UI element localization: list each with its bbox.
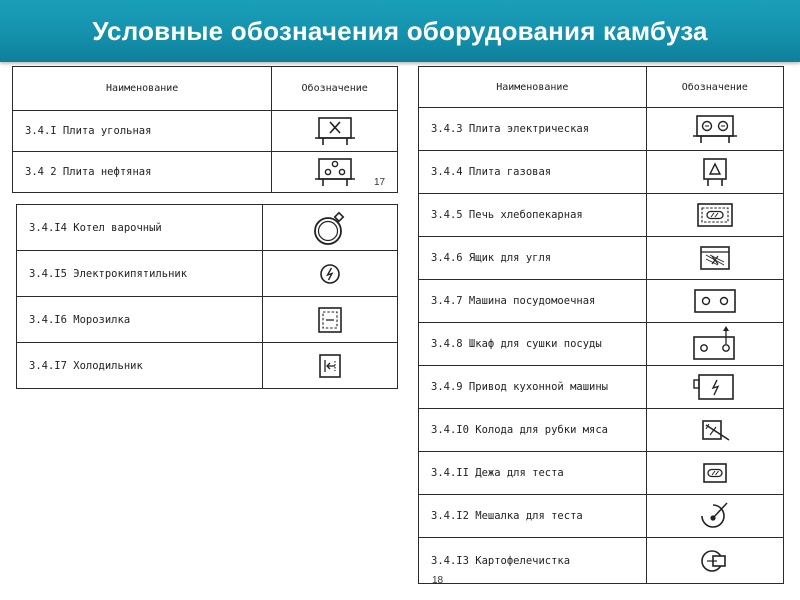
dishwasher-icon [691,286,739,316]
row-name: 3.4.I3 Картофелечистка [419,538,647,584]
row-name: 3.4.I2 Мешалка для теста [419,495,647,538]
table-header-row [419,67,784,108]
table-row [17,343,398,389]
row-name: 3.4.I0 Колода для рубки мяса [419,409,647,452]
row-name: 3.4.I4 Котел варочный [17,205,263,251]
table-row [17,251,398,297]
row-name: 3.4.I7 Холодильник [17,343,263,389]
row-name: 3.4.II Дежа для теста [419,452,647,495]
table-row [17,297,398,343]
row-name: 3.4.4 Плита газовая [419,151,647,194]
table-row [419,538,784,584]
row-name: 3.4.6 Ящик для угля [419,237,647,280]
row-name: 3.4.7 Машина посудомоечная [419,280,647,323]
dish-dryer-icon [690,325,740,363]
cooking-boiler-icon [308,208,352,248]
row-name: 3.4.8 Шкаф для сушки посуды [419,323,647,366]
coal-box-icon [696,243,734,273]
table-row [419,452,784,495]
table-row [419,151,784,194]
table-row [419,495,784,538]
bread-oven-icon [694,200,736,230]
row-name: 3.4.5 Печь хлебопекарная [419,194,647,237]
table-row [17,205,398,251]
dough-mixer-icon [696,498,734,534]
kitchen-machine-drive-icon [691,371,739,403]
table-row [419,323,784,366]
electric-boiler-icon [315,259,345,289]
header-symbol: Обозначение [646,67,783,108]
header-name: Наименование [13,67,272,111]
equipment-table-bottom-left [16,204,398,389]
electric-stove-icon [691,112,739,146]
page-number: 18 [432,575,444,586]
page-title: Условные обозначения оборудования камбуза [92,16,708,46]
table-row [419,194,784,237]
table-row [13,111,398,152]
header-name: Наименование [419,67,647,108]
potato-peeler-icon [696,545,734,577]
table-row [13,152,398,193]
page-number: 17 [374,177,386,188]
row-name: 3.4.9 Привод кухонной машины [419,366,647,409]
meat-block-icon [696,415,734,445]
row-name: 3.4.I5 Электрокипятильник [17,251,263,297]
table-row [419,409,784,452]
row-name: 3.4.3 Плита электрическая [419,108,647,151]
row-name: 3.4.I6 Морозилка [17,297,263,343]
table-row [419,108,784,151]
oil-stove-icon [313,155,357,189]
equipment-table-top-left [12,66,398,193]
refrigerator-icon [315,351,345,381]
dough-vat-icon [698,459,732,487]
equipment-table-right [418,66,784,584]
freezer-icon [315,305,345,335]
table-row [419,280,784,323]
row-name: 3.4.I Плита угольная [13,111,272,152]
table-row [419,237,784,280]
coal-stove-icon [313,114,357,148]
table-header-row [13,67,398,111]
table-row [419,366,784,409]
gas-stove-icon [698,154,732,190]
row-name: 3.4 2 Плита нефтяная [13,152,272,193]
header-symbol: Обозначение [272,67,398,111]
